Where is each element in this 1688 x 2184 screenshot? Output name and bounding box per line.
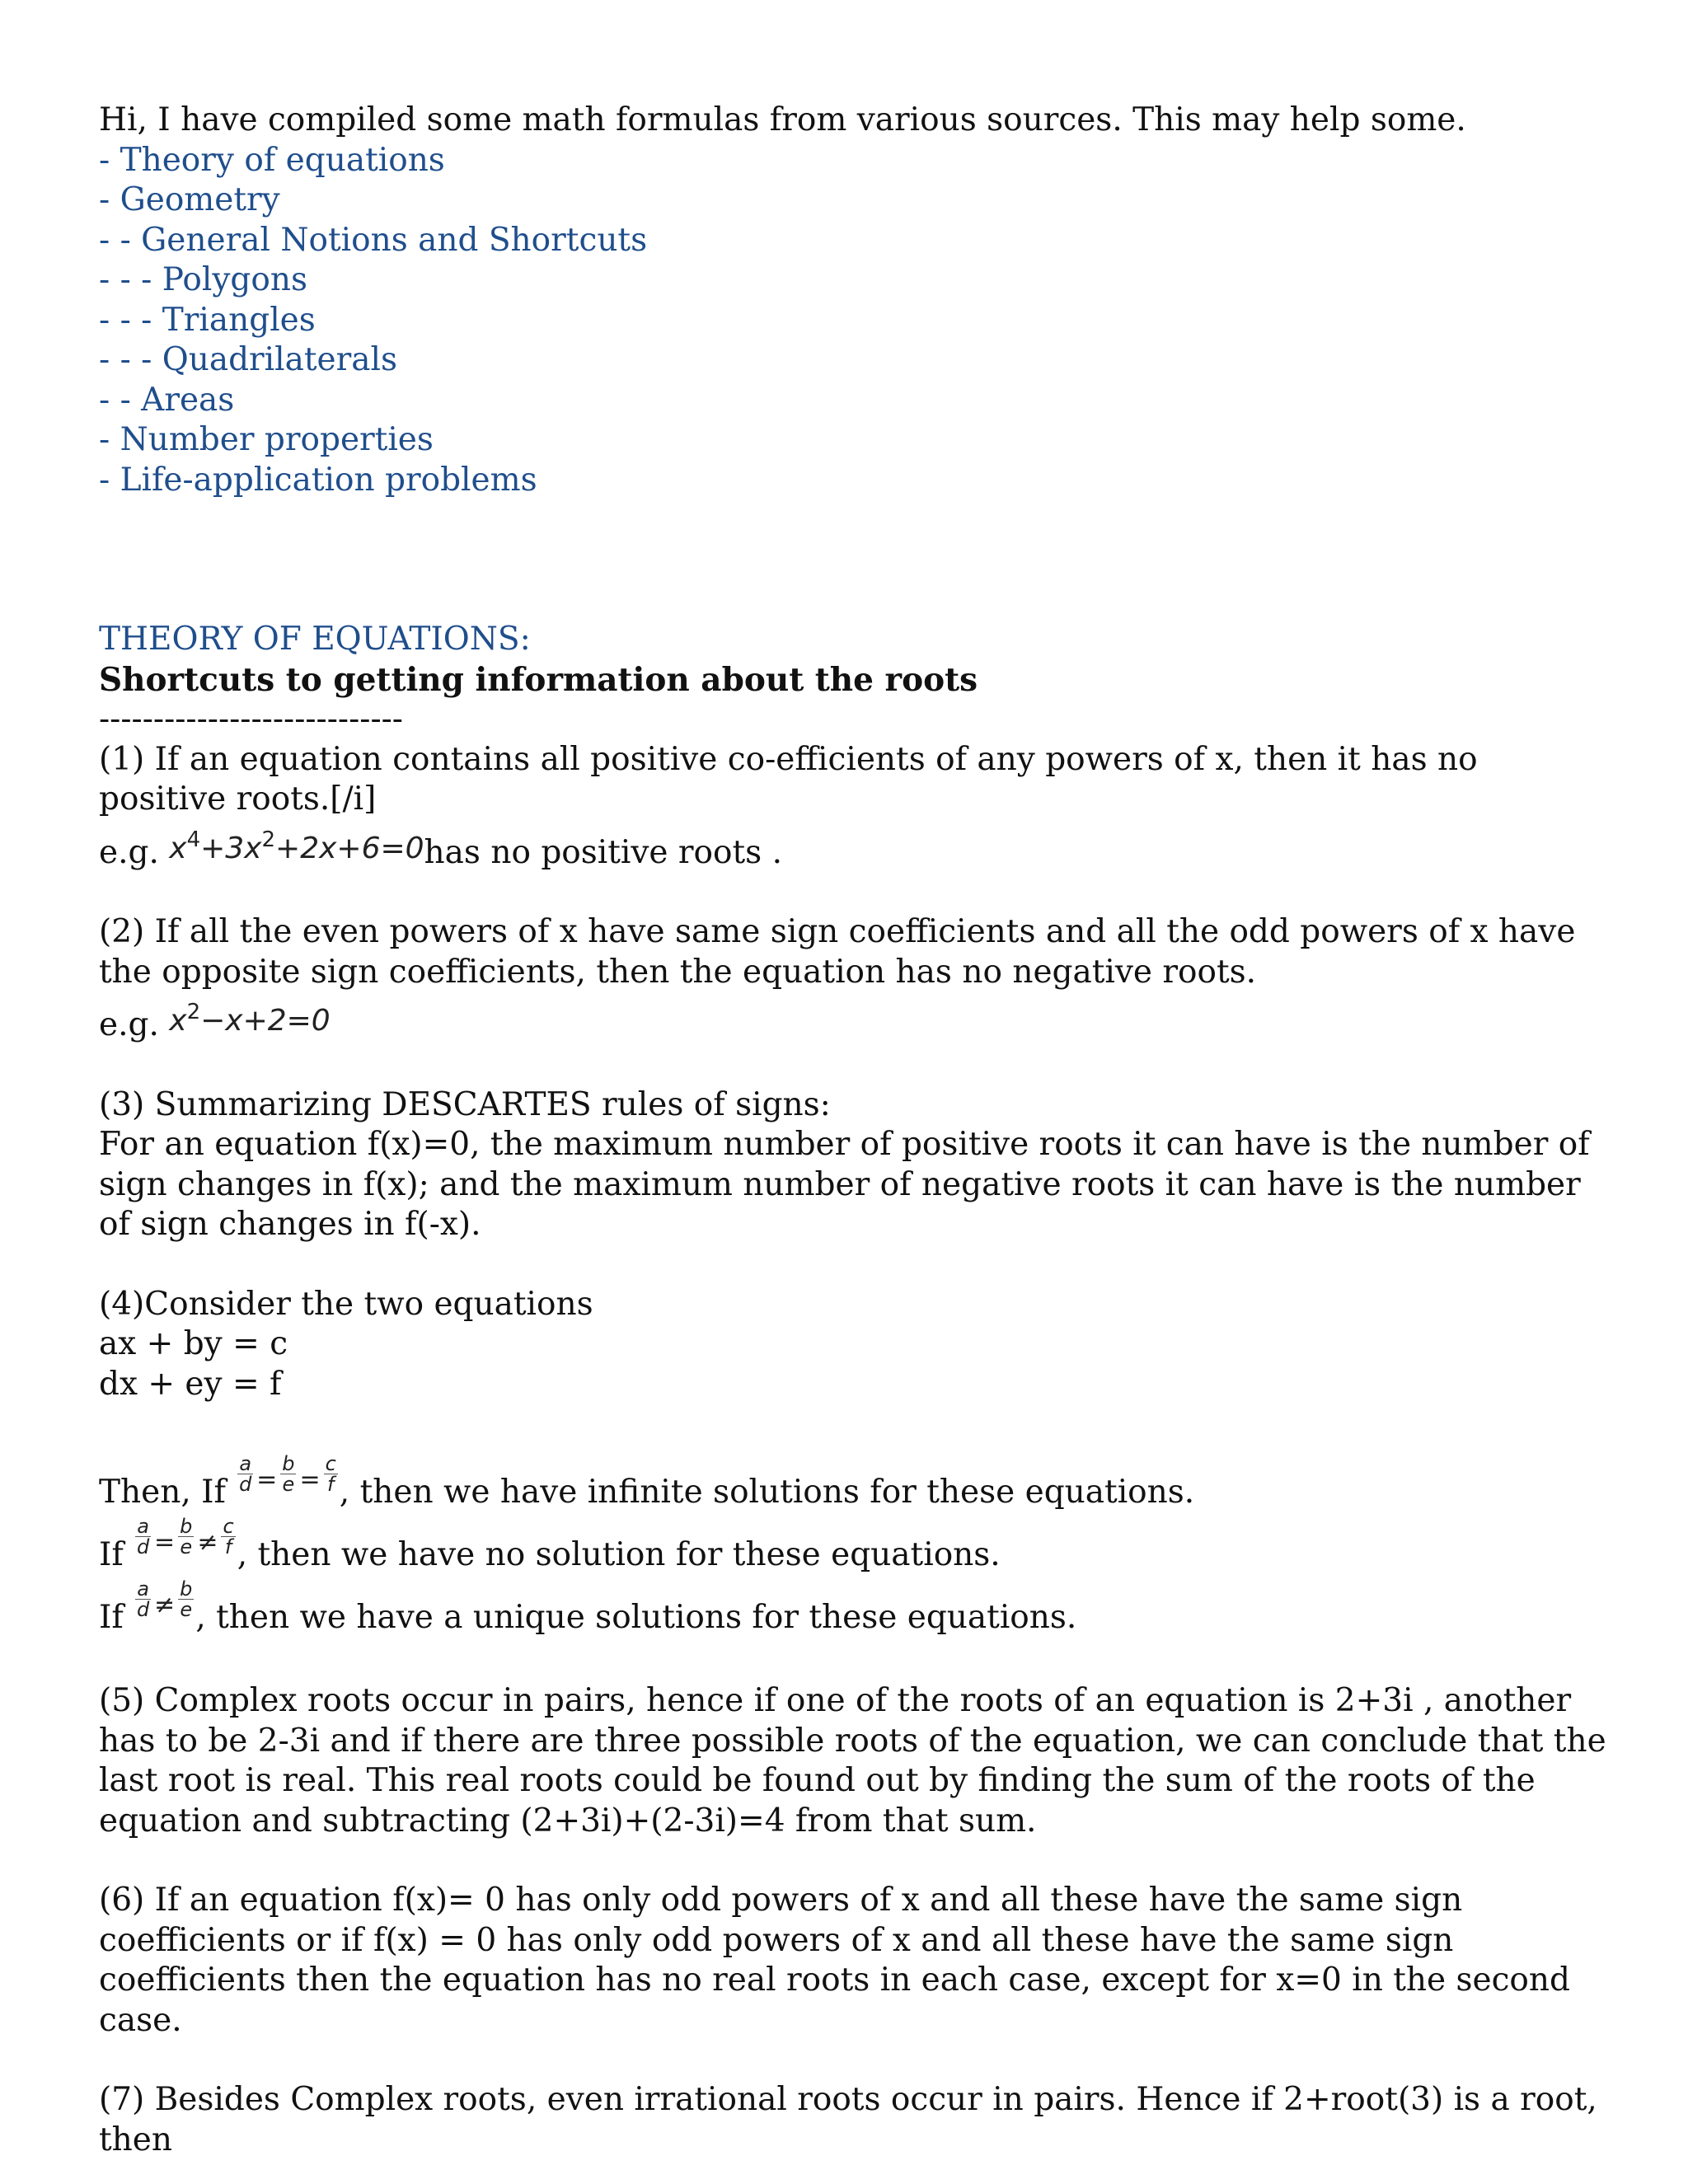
- spacer: [99, 1245, 1607, 1285]
- spacer: [99, 1841, 1607, 1881]
- rule-4-case-none: If $\frac{a}{d}$ = $\frac{b}{e}$ ≠ $\frac{c}{f}$ , then we have no solution for these equations.: [99, 1515, 1001, 1573]
- rule-4-equation-2: dx + ey = f: [99, 1365, 282, 1403]
- fraction-a-d: $\frac{a}{d}$: [239, 1452, 252, 1496]
- toc-item-general-notions[interactable]: - - General Notions and Shortcuts: [99, 221, 648, 259]
- rule-4-title: (4)Consider the two equations: [99, 1285, 593, 1323]
- spacer: [99, 873, 1607, 912]
- table-of-contents: [99, 141, 1607, 501]
- equation-2: $x^2-x+2=0$: [169, 1000, 331, 1038]
- intro-text: Hi, I have compiled some math formulas from various sources. This may help some.: [99, 101, 1466, 138]
- toc-item-theory-of-equations[interactable]: - Theory of equations: [99, 141, 445, 179]
- rule-6-text: (6) If an equation f(x)= 0 has only odd powers of x and all these have the same sign coefficients or if f(x) = 0 has only odd powers of x and all these have the same sign coefficients then the equation has no real roots in each case, except for x=0 in the second case.: [99, 1882, 1570, 2039]
- spacer: [99, 1642, 1607, 1681]
- fraction-b-e: $\frac{b}{e}$: [282, 1452, 295, 1496]
- rule-4-case-unique: If $\frac{a}{d}$ ≠ $\frac{b}{e}$ , then we have a unique solutions for these equations.: [99, 1577, 1077, 1636]
- equation-1: $x^4+3x^2+2x+6=0$: [169, 827, 424, 865]
- fraction-c-f: $\frac{c}{f}$: [223, 1515, 234, 1558]
- rule-5-text: (5) Complex roots occur in pairs, hence if one of the roots of an equation is 2+3i , another has to be 2-3i and if there are three possible roots of the equation, we can conclude that the last root is real. This real roots could be found out by finding the sum of the roots of the equation and subtracting (2+3i)+(2-3i)=4 from that sum.: [99, 1682, 1606, 1840]
- section-title: THEORY OF EQUATIONS:: [99, 621, 531, 658]
- rule-4-equation-1: ax + by = c: [99, 1325, 288, 1362]
- rule-1-example: e.g. $x^4+3x^2+2x+6=0has$ no positive roots .: [99, 820, 1607, 874]
- spacer: [99, 500, 1607, 620]
- toc-item-triangles[interactable]: - - - Triangles: [99, 301, 316, 339]
- rule-2-text: (2) If all the even powers of x have same sign coefficients and all the odd powers of x have the opposite sign coefficients, then the equation has no negative roots.: [99, 913, 1576, 991]
- fraction-b-e: $\frac{b}{e}$: [180, 1577, 193, 1621]
- spacer: [99, 1404, 1607, 1454]
- rule-3-title: (3) Summarizing DESCARTES rules of signs:: [99, 1085, 831, 1123]
- fraction-a-d: $\frac{a}{d}$: [136, 1577, 150, 1621]
- fraction-c-f: $\frac{c}{f}$: [325, 1452, 336, 1496]
- toc-item-life-application[interactable]: - Life-application problems: [99, 461, 537, 499]
- document-page: [99, 101, 1607, 2160]
- spacer: [99, 2041, 1607, 2080]
- toc-item-number-properties[interactable]: - Number properties: [99, 421, 434, 458]
- toc-item-areas[interactable]: - - Areas: [99, 381, 235, 419]
- toc-item-polygons[interactable]: - - - Polygons: [99, 261, 307, 298]
- spacer: [99, 1046, 1607, 1085]
- fraction-a-d: $\frac{a}{d}$: [136, 1515, 150, 1558]
- rule-4-case-infinite: Then, If $\frac{a}{d}$ = $\frac{b}{e}$ = $\frac{c}{f}$ , then we have infinite solutions for these equations.: [99, 1452, 1195, 1511]
- section-rule: ----------------------------: [99, 701, 403, 738]
- rule-2-example: e.g. $x^2-x+2=0$: [99, 992, 1607, 1046]
- toc-item-geometry[interactable]: - Geometry: [99, 181, 280, 218]
- fraction-b-e: $\frac{b}{e}$: [180, 1515, 193, 1558]
- rule-3-text: For an equation f(x)=0, the maximum number of positive roots it can have is the number of sign changes in f(x); and the maximum number of negative roots it can have is the number of sign changes in f(-x).: [99, 1126, 1590, 1243]
- section-subtitle: Shortcuts to getting information about the roots: [99, 660, 978, 699]
- rule-7-text: (7) Besides Complex roots, even irrational roots occur in pairs. Hence if 2+root(3) is a root, then: [99, 2081, 1597, 2158]
- rule-1-text: (1) If an equation contains all positive co-efficients of any powers of x, then it has no positive roots.[/i]: [99, 740, 1478, 818]
- toc-item-quadrilaterals[interactable]: - - - Quadrilaterals: [99, 341, 398, 378]
